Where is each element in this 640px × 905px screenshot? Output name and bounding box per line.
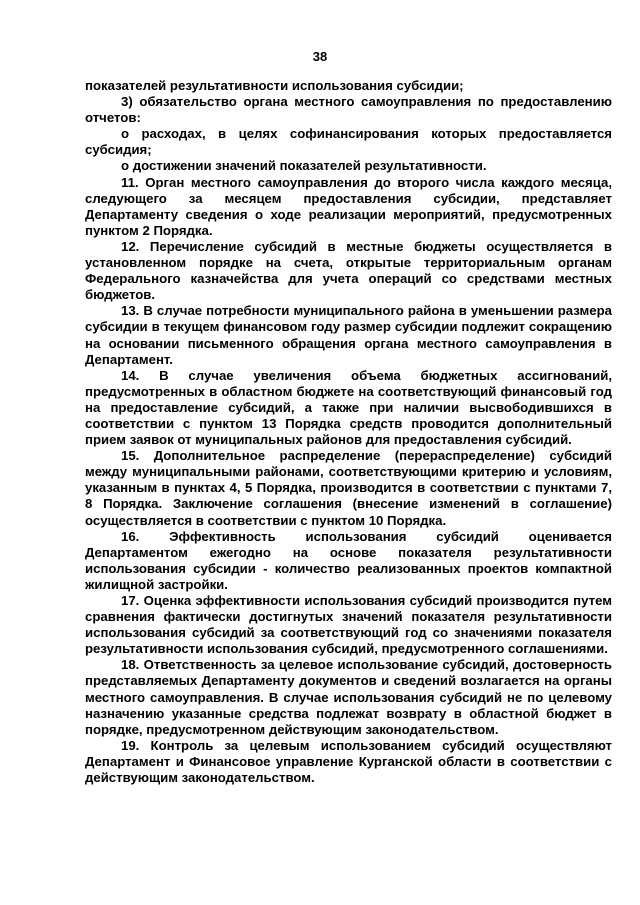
paragraph-19: 19. Контроль за целевым использованием субсидий осуществляют Департамент и Финансовое управление Курганской области в соответствии с действующим законодательством. <box>85 737 612 786</box>
paragraph-17: 17. Оценка эффективности использования субсидий производится путем сравнения фактически достигнутых значений показателя результативности использования субсидий за соответствующий год со значениями показателя результативности использования субсидий, предусмотренного соглашениями. <box>85 593 612 657</box>
paragraph-expenses: о расходах, в целях софинансирования которых предоставляется субсидия; <box>85 126 612 158</box>
paragraph-16: 16. Эффективность использования субсидий оценивается Департаментом ежегодно на основе показателя результативности использования субсидии - количество реализованных проектов компактной жилищной застройки. <box>85 528 612 592</box>
paragraph-15: 15. Дополнительное распределение (перераспределение) субсидий между муниципальными районами, соответствующими критерию и условиям, указанным в пунктах 4, 5 Порядка, производится в соответствии с пунктами 7, 8 Порядка. Заключение соглашения (внесение изменений в соглашение) осуществляется в соответствии с пунктом 10 Порядка. <box>85 448 612 528</box>
document-body <box>85 78 612 786</box>
paragraph-continuation: показателей результативности использования субсидии; <box>85 78 464 93</box>
paragraph-18: 18. Ответственность за целевое использование субсидий, достоверность представляемых Департаменту документов и сведений возлагается на органы местного самоуправления. В случае использования субсидий не по целевому назначению указанные средства подлежат возврату в областной бюджет в порядке, предусмотренном действующим законодательством. <box>85 657 612 737</box>
paragraph-14: 14. В случае увеличения объема бюджетных ассигнований, предусмотренных в областном бюджете на соответствующий финансовый год на предоставление субсидий, а также при наличии высвободившихся в соответствии с пунктом 13 Порядка средств проводится дополнительный прием заявок от муниципальных районов для предоставления субсидий. <box>85 367 612 448</box>
paragraph-12: 12. Перечисление субсидий в местные бюджеты осуществляется в установленном порядке на счета, открытые территориальным органам Федерального казначейства для учета операций со средствами местных бюджетов. <box>85 238 612 303</box>
paragraph-item-3: 3) обязательство органа местного самоуправления по предоставлению отчетов: <box>85 94 612 126</box>
paragraph-results: о достижении значений показателей результативности. <box>121 158 487 174</box>
paragraph-13: 13. В случае потребности муниципального района в уменьшении размера субсидии в текущем финансовом году размер субсидии подлежит сокращению на основании письменного обращения органа местного самоуправления в Департамент. <box>85 303 612 367</box>
page-number: 38 <box>312 49 328 64</box>
paragraph-11: 11. Орган местного самоуправления до второго числа каждого месяца, следующего за месяцем предоставления субсидии, представляет Департаменту сведения о ходе реализации мероприятий, предусмотренных пунктом 2 Порядка. <box>85 174 612 238</box>
